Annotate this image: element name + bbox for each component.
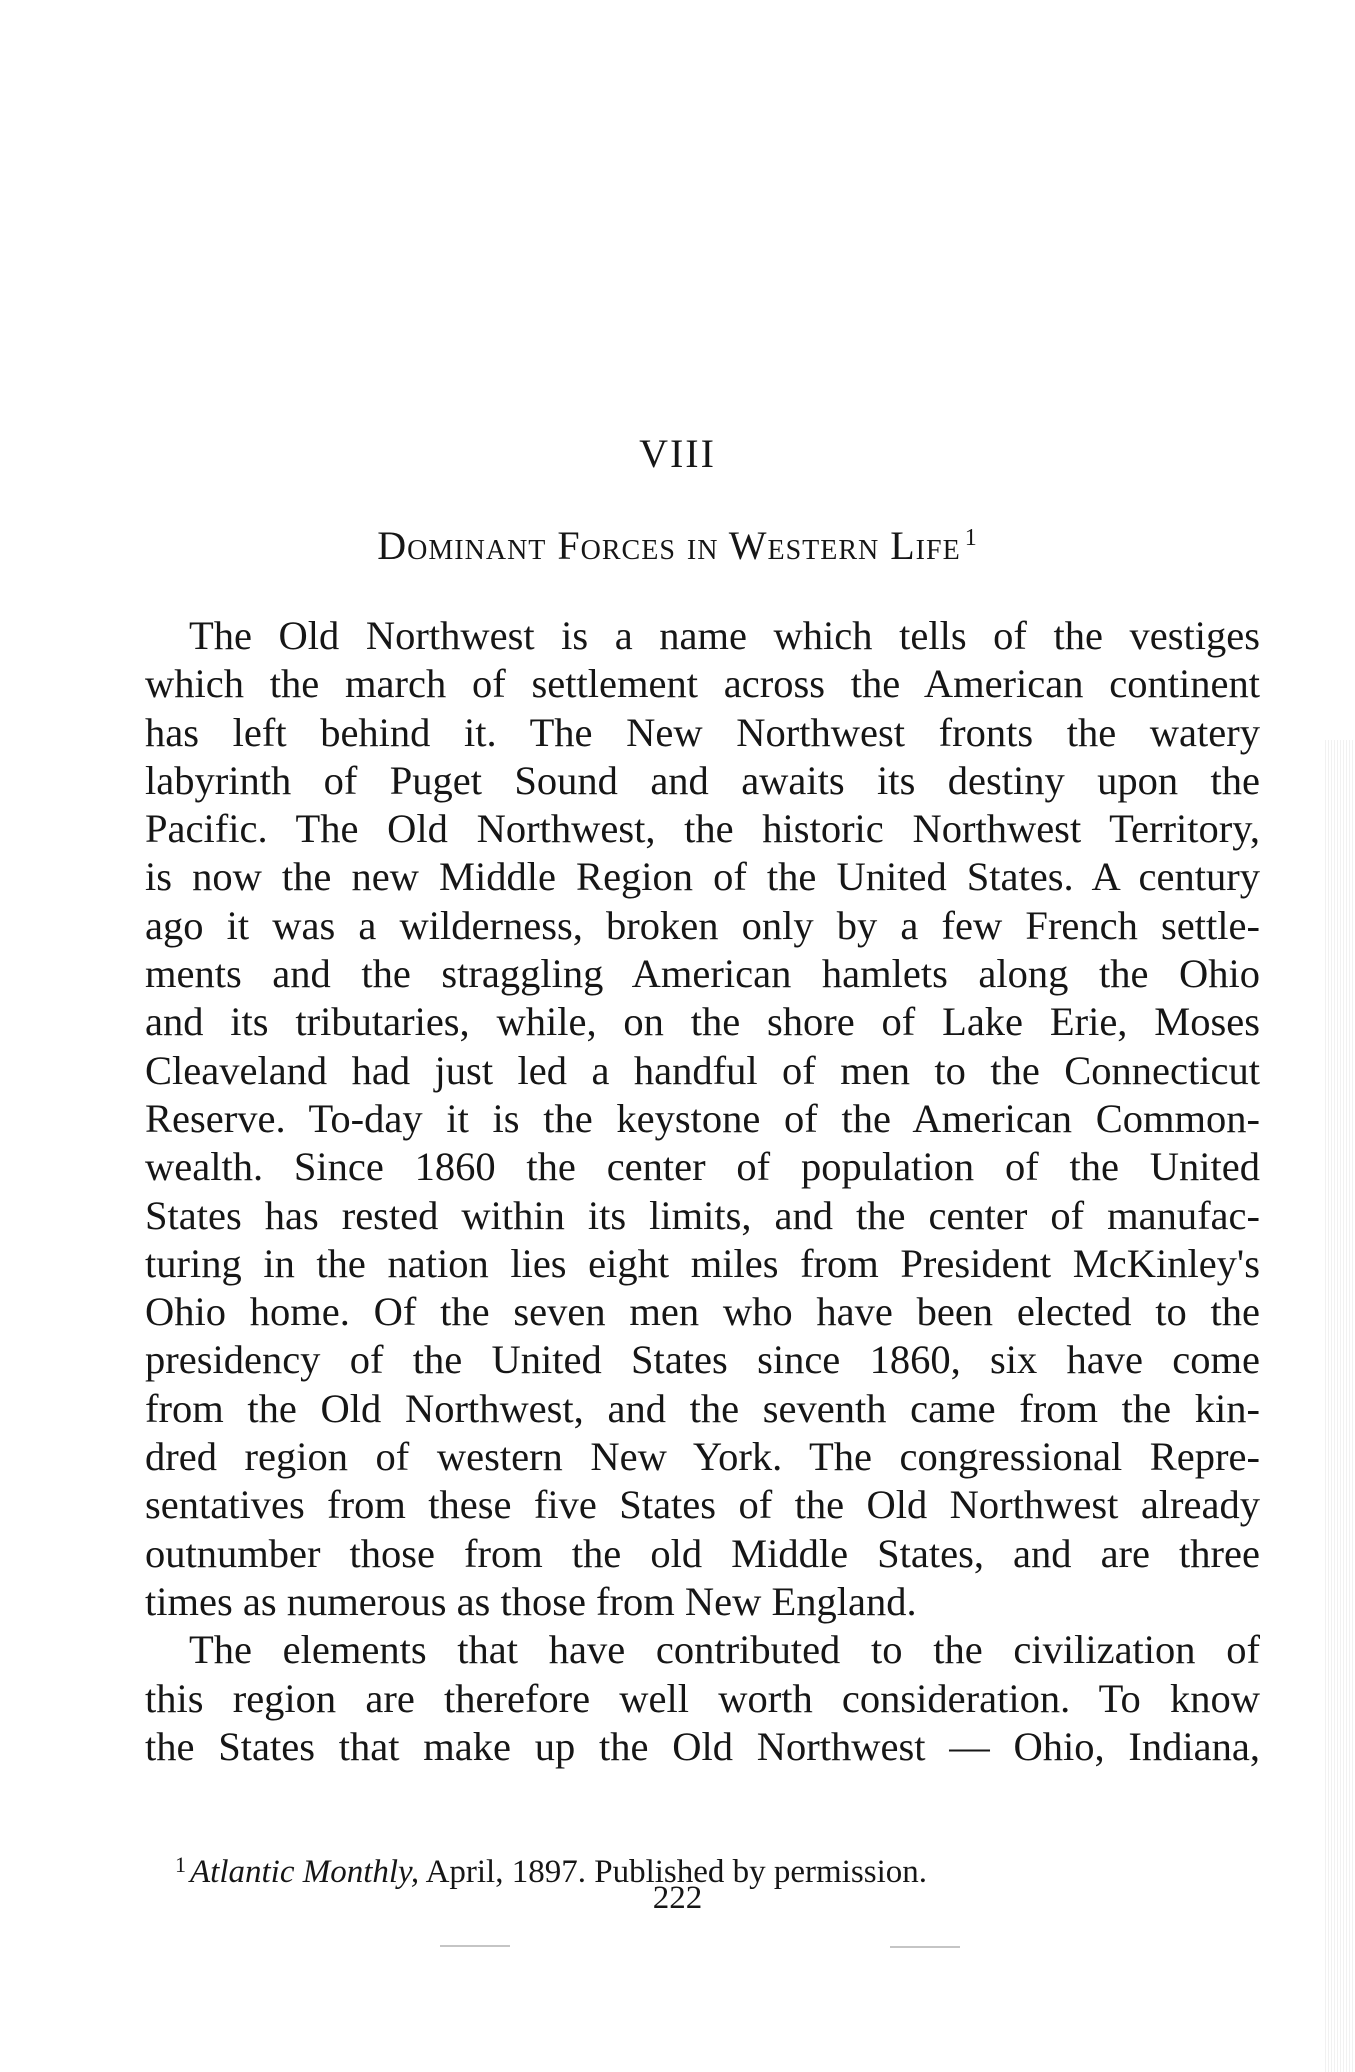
- text-line: turing in the nation lies eight miles from President McKinley's: [145, 1240, 1260, 1286]
- text-line: Cleaveland had just led a handful of men to the Connecticut: [145, 1047, 1260, 1093]
- chapter-title-text: Dominant Forces in Western Life: [377, 523, 961, 568]
- body-text: [145, 612, 1260, 1771]
- text-line: The elements that have contributed to the civilization of: [189, 1627, 1260, 1673]
- footnote-reference: 1: [964, 525, 978, 551]
- text-line: which the march of settlement across the American continent: [145, 661, 1260, 707]
- text-line: the States that make up the Old Northwest — Ohio, Indiana,: [145, 1723, 1260, 1769]
- page-edge-shading: [1325, 740, 1355, 2072]
- text-line: and its tributaries, while, on the shore of Lake Erie, Moses: [145, 999, 1260, 1045]
- text-line: from the Old Northwest, and the seventh came from the kin-: [145, 1385, 1260, 1431]
- text-line: ago it was a wilderness, broken only by a few French settle-: [145, 902, 1260, 948]
- text-line: this region are therefore well worth consideration. To know: [145, 1675, 1260, 1721]
- paragraph-2: [145, 1626, 1260, 1771]
- text-line: ments and the straggling American hamlets along the Ohio: [145, 951, 1260, 997]
- text-line: The Old Northwest is a name which tells of the vestiges: [189, 613, 1260, 658]
- footnote-journal: Atlantic Monthly,: [190, 1854, 420, 1890]
- text-line: Ohio home. Of the seven men who have been elected to the: [145, 1289, 1260, 1335]
- footnote-text: April, 1897. Published by permission.: [419, 1854, 927, 1890]
- text-line: wealth. Since 1860 the center of population of the United: [145, 1144, 1260, 1190]
- text-line: sentatives from these five States of the Old Northwest already: [145, 1482, 1260, 1528]
- text-line: outnumber those from the old Middle States, and are three: [145, 1530, 1260, 1576]
- text-line: Pacific. The Old Northwest, the historic Northwest Territory,: [145, 806, 1260, 852]
- page-number: 222: [652, 1880, 703, 1916]
- text-line: Reserve. To-day it is the keystone of the American Common-: [145, 1095, 1260, 1141]
- scan-speck: [890, 1946, 960, 1948]
- paragraph-1: [145, 612, 1260, 1626]
- text-line: is now the new Middle Region of the United States. A century: [145, 854, 1260, 900]
- footnote-marker: 1: [175, 1852, 186, 1877]
- scan-speck: [440, 1945, 510, 1947]
- text-line: labyrinth of Puget Sound and awaits its destiny upon the: [145, 757, 1260, 803]
- chapter-number: VIII: [639, 431, 716, 476]
- text-line: has left behind it. The New Northwest fronts the watery: [145, 709, 1260, 755]
- text-line: times as numerous as those from New England.: [145, 1578, 917, 1624]
- text-line: presidency of the United States since 1860, six have come: [145, 1337, 1260, 1383]
- text-line: States has rested within its limits, and the center of manufac-: [145, 1192, 1260, 1238]
- text-line: dred region of western New York. The congressional Repre-: [145, 1434, 1260, 1480]
- chapter-title: [0, 522, 1355, 569]
